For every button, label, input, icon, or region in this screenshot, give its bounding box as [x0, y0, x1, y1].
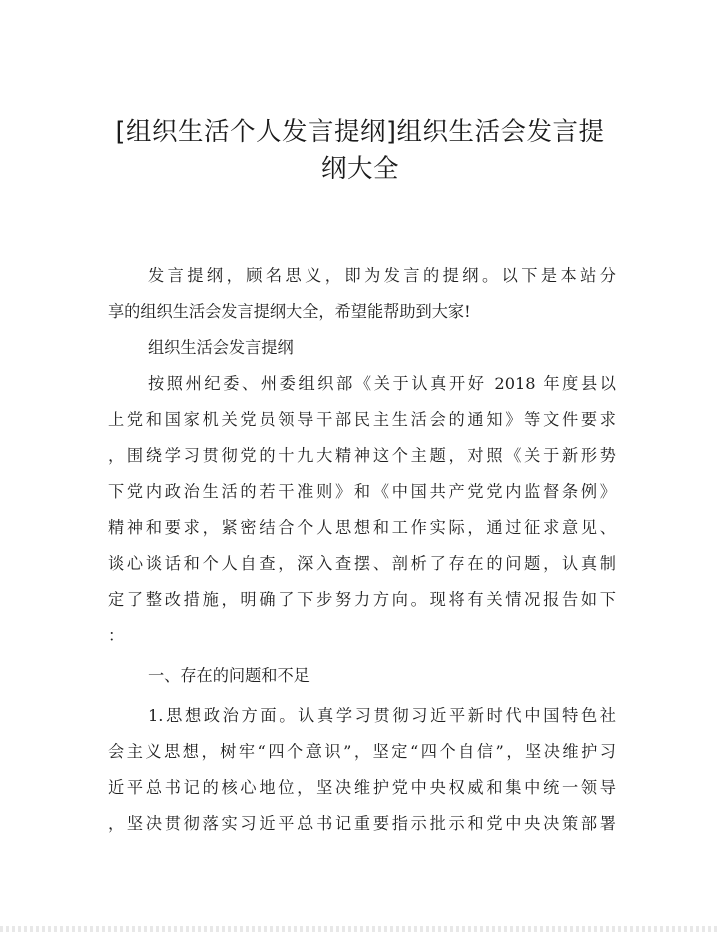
paragraph-main: [108, 366, 616, 654]
paragraph-section-1: [108, 658, 616, 694]
text-line: ：: [108, 626, 125, 645]
text-line: 1.思想政治方面。认真学习贯彻习近平新时代中国特色社: [148, 706, 616, 725]
text-line: 定了整改措施，明确了下步努力方向。现将有关情况报告如下: [108, 590, 616, 609]
paragraph-intro: [108, 258, 616, 330]
section-heading: 一、存在的问题和不足: [148, 666, 310, 685]
text-line: 近平总书记的核心地位，坚决维护党中央权威和集中统一领导: [108, 778, 616, 797]
text-line: 上党和国家机关党员领导干部民主生活会的通知》等文件要求: [108, 410, 616, 429]
section-heading: 组织生活会发言提纲: [148, 338, 294, 357]
text-line: 按照州纪委、州委组织部《关于认真开好 2018 年度县以: [148, 374, 616, 393]
document-title: [0, 114, 720, 188]
text-line: 下党内政治生活的若干准则》和《中国共产党党内监督条例》: [108, 482, 616, 501]
text-line: 会主义思想，树牢“四个意识”，坚定“四个自信”，坚决维护习: [108, 742, 616, 761]
text-line: 享的组织生活会发言提纲大全，希望能帮助到大家!: [108, 302, 471, 321]
document-body: [108, 258, 616, 842]
page-bottom-edge: [0, 926, 720, 932]
title-line-1: [组织生活个人发言提纲]组织生活会发言提: [115, 117, 605, 147]
title-line-2: 纲大全: [320, 154, 399, 184]
text-line: 精神和要求，紧密结合个人思想和工作实际，通过征求意见、: [108, 518, 616, 537]
text-line: 发言提纲，顾名思义，即为发言的提纲。以下是本站分: [148, 266, 616, 285]
paragraph-subsection: [108, 698, 616, 842]
paragraph-heading: [108, 330, 616, 366]
text-line: 谈心谈话和个人自查，深入查摆、剖析了存在的问题，认真制: [108, 554, 616, 573]
text-line: ，围绕学习贯彻党的十九大精神这个主题，对照《关于新形势: [108, 446, 616, 465]
text-line: ，坚决贯彻落实习近平总书记重要指示批示和党中央决策部署: [108, 814, 616, 833]
